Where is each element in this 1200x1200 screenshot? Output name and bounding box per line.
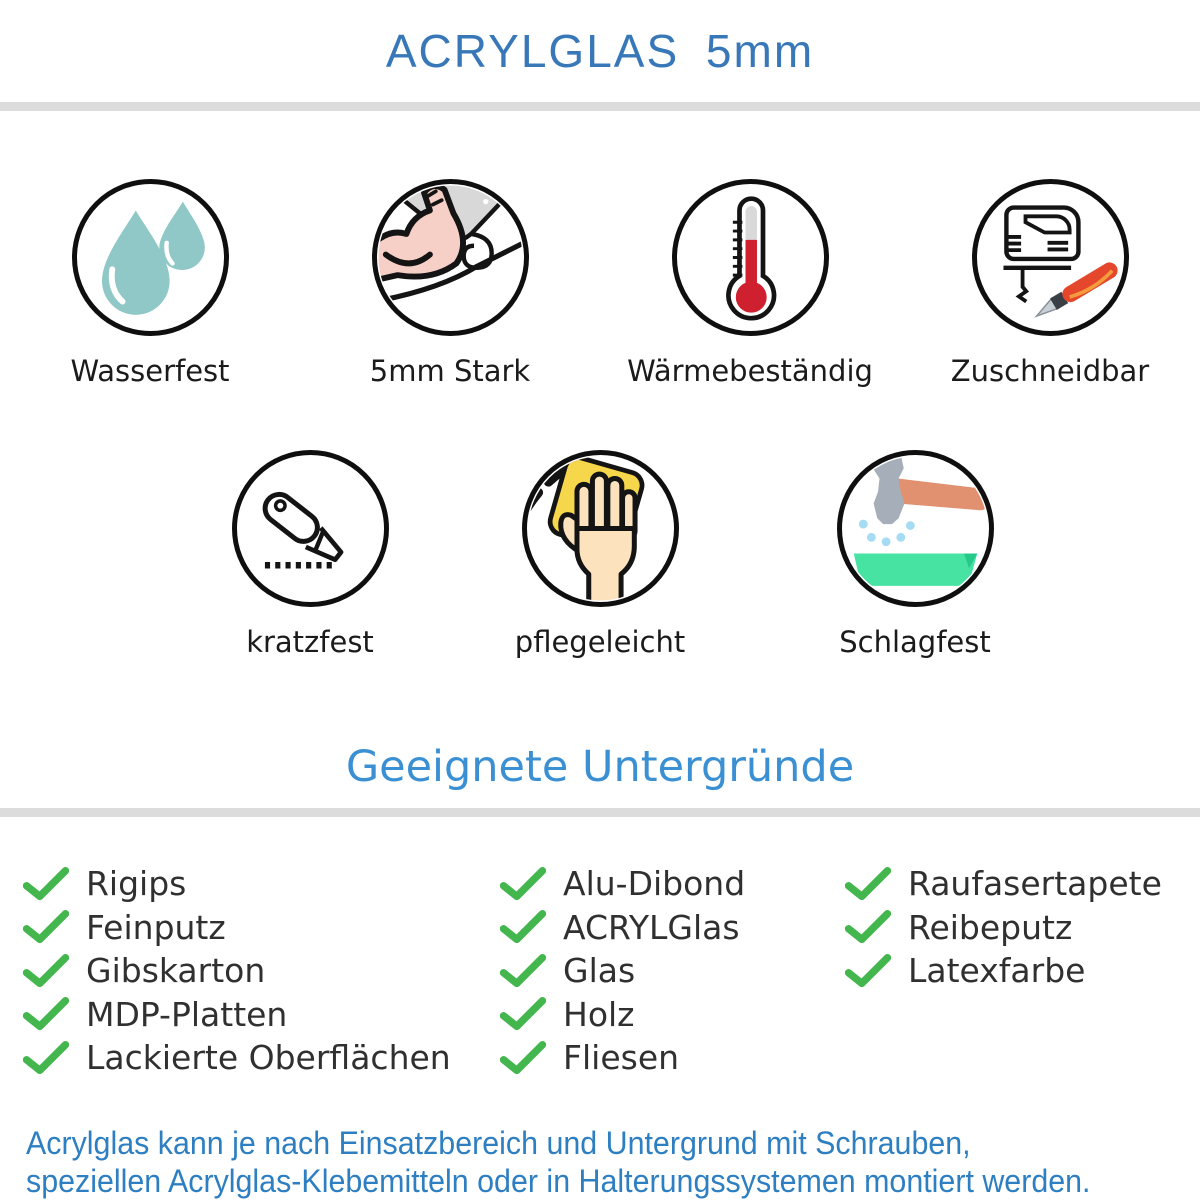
feature-label: pflegeleicht (514, 625, 686, 659)
page-title: ACRYLGLAS 5mm (385, 25, 815, 77)
checkmark-icon (500, 866, 546, 902)
thermometer-icon (672, 179, 829, 336)
substrate-label: Rigips (86, 864, 187, 904)
checkmark-icon (845, 909, 891, 945)
substrate-item (23, 949, 500, 993)
substrates-list (0, 817, 1200, 1080)
substrates-column-3 (845, 862, 1195, 1080)
substrate-label: Feinputz (86, 907, 226, 947)
feature-5mm-stark (300, 179, 600, 388)
substrate-label: Holz (563, 994, 635, 1034)
feature-wasserfest (0, 179, 300, 388)
checkmark-icon (500, 996, 546, 1032)
substrate-label: Gibskarton (86, 951, 266, 991)
feature-label: Schlagfest (839, 625, 991, 659)
feature-zuschneidbar (900, 179, 1200, 388)
section-title: Geeignete Untergründe (345, 742, 855, 792)
substrate-label: Reibeputz (908, 907, 1073, 947)
feature-kratzfest (160, 450, 460, 659)
substrate-label: Raufasertapete (908, 864, 1162, 904)
checkmark-icon (500, 909, 546, 945)
substrate-label: Fliesen (563, 1038, 680, 1078)
mounting-note-line-2: speziellen Acrylglas-Klebemitteln oder in Halterungssystemen montiert werden. (26, 1162, 1091, 1199)
hammer-icon (837, 450, 994, 607)
checkmark-icon (500, 1040, 546, 1076)
substrates-column-2 (500, 862, 845, 1080)
checkmark-icon (23, 909, 69, 945)
substrate-item (845, 906, 1195, 950)
substrates-column-1 (23, 862, 500, 1080)
feature-label: kratzfest (246, 625, 374, 659)
wiping-hand-icon (522, 450, 679, 607)
checkmark-icon (23, 1040, 69, 1076)
feature-waermebestaendig (600, 179, 900, 388)
checkmark-icon (23, 953, 69, 989)
substrate-item (500, 949, 845, 993)
mounting-note (0, 1124, 1200, 1200)
muscle-arm-icon (372, 179, 529, 336)
checkmark-icon (23, 996, 69, 1032)
utility-knife-icon (232, 450, 389, 607)
substrate-item (23, 993, 500, 1037)
substrate-item (500, 862, 845, 906)
feature-schlagfest (765, 450, 1065, 659)
mounting-note-line-1: Acrylglas kann je nach Einsatzbereich und Untergrund mit Schrauben, (26, 1124, 971, 1161)
feature-pflegeleicht (450, 450, 750, 659)
substrate-item (500, 993, 845, 1037)
feature-label: Wasserfest (70, 354, 230, 388)
substrate-label: Latexfarbe (908, 951, 1086, 991)
feature-label: Wärmebeständig (627, 354, 873, 388)
substrate-item (500, 906, 845, 950)
divider (0, 808, 1200, 817)
substrate-label: ACRYLGlas (563, 907, 740, 947)
substrate-item (500, 1036, 845, 1080)
substrate-item (23, 1036, 500, 1080)
substrate-label: Lackierte Oberflächen (86, 1038, 451, 1078)
checkmark-icon (23, 866, 69, 902)
features-row-2 (0, 450, 1200, 662)
feature-label: 5mm Stark (369, 354, 531, 388)
substrate-label: MDP-Platten (86, 994, 288, 1034)
substrate-item (845, 949, 1195, 993)
checkmark-icon (845, 953, 891, 989)
checkmark-icon (845, 866, 891, 902)
feature-label: Zuschneidbar (950, 354, 1150, 388)
substrate-item (23, 906, 500, 950)
substrate-item (23, 862, 500, 906)
substrate-label: Alu-Dibond (563, 864, 746, 904)
substrate-item (845, 862, 1195, 906)
checkmark-icon (500, 953, 546, 989)
water-drops-icon (72, 179, 229, 336)
substrate-label: Glas (563, 951, 636, 991)
jigsaw-cutter-icon (972, 179, 1129, 336)
features-row-1 (0, 179, 1200, 388)
divider (0, 102, 1200, 111)
